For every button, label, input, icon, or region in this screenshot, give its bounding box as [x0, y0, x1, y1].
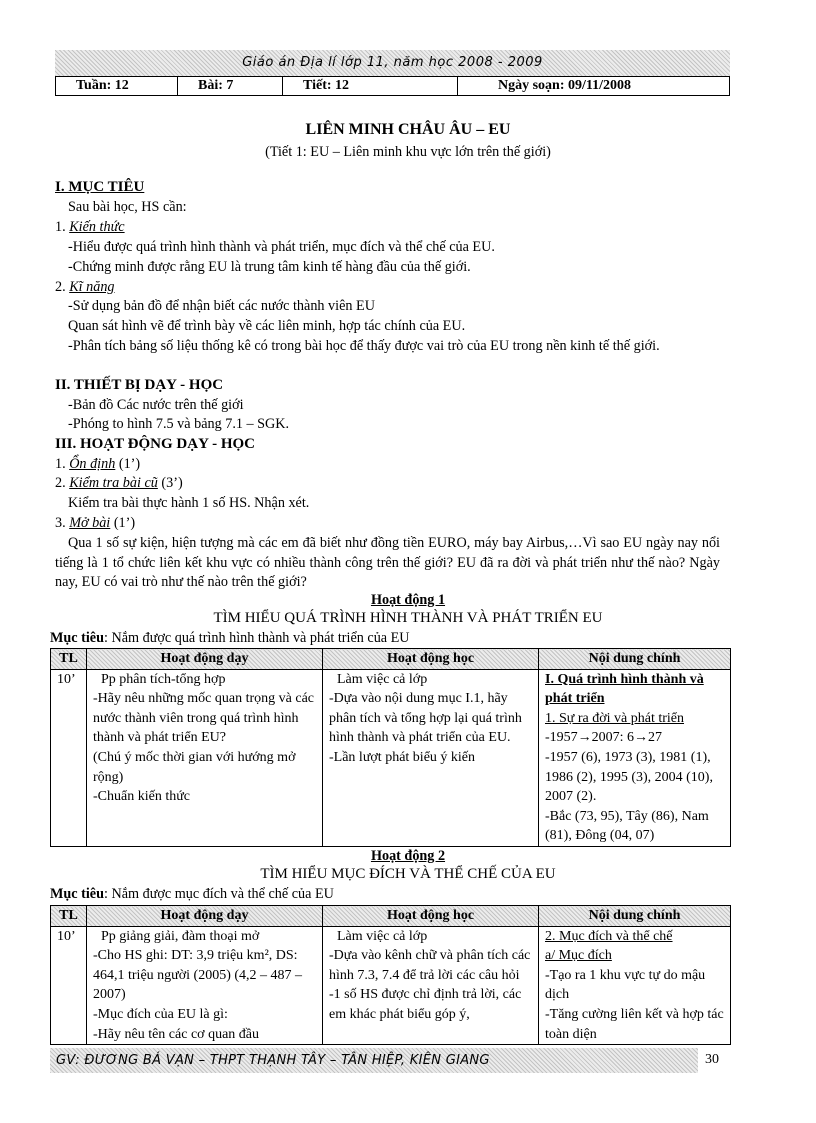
activity-1-label: Hoạt động 1 — [370, 592, 446, 608]
equipment-item-1: -Bản đồ Các nước trên thế giới — [68, 397, 244, 413]
knowledge-heading — [55, 218, 125, 238]
step-2-time: (3’) — [161, 475, 183, 491]
step-2-text: Kiểm tra bài thực hành 1 số HS. Nhận xét. — [68, 495, 310, 511]
activity-2-goal-label: Mục tiêu — [50, 886, 104, 902]
step-1 — [55, 455, 140, 475]
table-row — [51, 669, 731, 846]
teacher-line: -Chuẩn kiến thức — [93, 789, 191, 805]
header-student: Hoạt động học — [323, 649, 539, 670]
teacher-line: Pp giảng giải, đàm thoại mở — [101, 928, 260, 944]
student-line: -Dựa vào kênh chữ và phân tích các hình 7.3, 7.4 để trả lời các câu hỏi — [329, 948, 531, 983]
knowledge-label: Kiến thức — [69, 219, 125, 235]
skills-item-1: -Sử dụng bản đồ để nhận biết các nước thành viên EU — [68, 298, 375, 314]
objectives-heading: I. MỤC TIÊU — [55, 179, 145, 195]
skills-heading — [55, 278, 115, 298]
step-2-label: Kiểm tra bài cũ — [69, 475, 158, 491]
lesson-cell: Bài: 7 — [178, 77, 283, 95]
week-cell: Tuần: 12 — [56, 77, 178, 95]
activity-1-time: 10’ — [51, 669, 87, 846]
header-tl: TL — [51, 649, 87, 670]
activities-heading: III. HOẠT ĐỘNG DẠY - HỌC — [55, 436, 256, 452]
activity-2-content — [539, 926, 731, 1045]
step-3-text: Qua 1 số sự kiện, hiện tượng mà các em đã biết như đồng tiền EURO, máy bay Airbus,…Vì sao EU ngày nay nổi tiếng là 1 tổ chức liên kết khu vực có nhiều thành công trên thế giới? EU đã ra đời và phát triển như thế nào? Ngày nay, EU có vai trò như thế nào trên thế giới? — [55, 535, 720, 591]
teacher-line: Pp phân tích-tổng hợp — [101, 671, 226, 687]
content-subheading: 2. Mục đích và thể chế — [545, 928, 673, 944]
header-student: Hoạt động học — [323, 906, 539, 927]
teacher-line: (Chú ý mốc thời gian với hướng mở rộng) — [93, 749, 296, 785]
teacher-line: -Hãy nêu những mốc quan trọng và các nước thành viên trong quá trình hình thành và phát triển EU? — [93, 691, 315, 746]
teacher-line: -Hãy nêu tên các cơ quan đầu — [93, 1026, 259, 1042]
header-content: Nội dung chính — [539, 649, 731, 670]
content-subheading-2: a/ Mục đích — [545, 948, 612, 964]
skills-number: 2. — [55, 279, 66, 295]
activity-2-label: Hoạt động 2 — [370, 848, 446, 864]
step-1-time: (1’) — [118, 456, 141, 472]
content-line: -Tăng cường liên kết và hợp tác toàn diện — [545, 1006, 724, 1042]
activity-1-goal-text: : Nắm được quá trình hình thành và phát triển của EU — [103, 630, 410, 646]
skills-label: Kĩ năng — [69, 279, 115, 295]
document-header-title: Giáo án Địa lí lớp 11, năm học 2008 - 2009 — [242, 55, 543, 70]
content-line: -Bắc (73, 95), Tây (86), Nam (81), Đông (04, 07) — [545, 808, 709, 844]
activity-1-goal-label: Mục tiêu — [50, 630, 104, 646]
step-1-label: Ổn định — [69, 456, 116, 472]
step-3-time: (1’) — [113, 515, 136, 531]
knowledge-item-1: -Hiểu được quá trình hình thành và phát triển, mục đích và thể chế của EU. — [68, 239, 495, 255]
activity-2-time: 10’ — [51, 926, 87, 1045]
date-cell: Ngày soạn: 09/11/2008 — [498, 78, 632, 93]
activity-1-title: TÌM HIỂU QUÁ TRÌNH HÌNH THÀNH VÀ PHÁT TRIỂN EU — [213, 610, 603, 626]
page-subtitle: (Tiết 1: EU – Liên minh khu vực lớn trên thế giới) — [265, 144, 551, 160]
period-cell: Tiết: 12 — [283, 77, 458, 95]
lesson-info-row — [55, 76, 730, 96]
table-header-row — [51, 906, 731, 927]
page-title: LIÊN MINH CHÂU ÂU – EU — [305, 121, 511, 138]
activity-1-student — [323, 669, 539, 846]
page-number: 30 — [705, 1052, 719, 1067]
footer-band — [50, 1048, 698, 1073]
header-teacher: Hoạt động dạy — [87, 906, 323, 927]
activity-2-goal-text: : Nắm được mục đích và thể chế của EU — [103, 886, 334, 902]
activity-2-title: TÌM HIỂU MỤC ĐÍCH VÀ THỂ CHẾ CỦA EU — [260, 866, 556, 882]
step-2 — [55, 474, 183, 494]
content-line: -1957→2007: 6→27 — [545, 730, 663, 746]
header-teacher: Hoạt động dạy — [87, 649, 323, 670]
content-subheading: 1. Sự ra đời và phát triển — [545, 710, 685, 726]
student-line: Làm việc cả lớp — [337, 928, 428, 944]
step-3-number: 3. — [55, 515, 66, 531]
skills-item-2: Quan sát hình vẽ để trình bày về các liên minh, hợp tác chính của EU. — [68, 318, 466, 334]
header-content: Nội dung chính — [539, 906, 731, 927]
equipment-item-2: -Phóng to hình 7.5 và bảng 7.1 – SGK. — [68, 416, 290, 432]
activity-1-goal — [50, 629, 410, 649]
step-3 — [55, 514, 135, 534]
activity-2-goal — [50, 885, 334, 905]
footer-author: GV: ĐƯƠNG BÁ VẠN – THPT THẠNH TÂY – TÂN HIỆP, KIÊN GIANG — [56, 1053, 490, 1068]
content-line: -1957 (6), 1973 (3), 1981 (1), 1986 (2), 1995 (3), 2004 (10), 2007 (2). — [545, 749, 713, 805]
activity-1-table — [50, 648, 731, 847]
activity-1-content — [539, 669, 731, 846]
activity-1-teacher — [87, 669, 323, 846]
content-heading: I. Quá trình hình thành và phát triển — [545, 671, 704, 707]
student-line: -Dựa vào nội dung mục I.1, hãy phân tích và tổng hợp lại quá trình hình thành và phát triển của EU. — [329, 691, 522, 746]
student-line: Làm việc cả lớp — [337, 671, 428, 687]
step-2-number: 2. — [55, 475, 66, 491]
table-row — [51, 926, 731, 1045]
knowledge-item-2: -Chứng minh được rằng EU là trung tâm kinh tế hàng đầu của thế giới. — [68, 259, 471, 275]
content-line: -Tạo ra 1 khu vực tự do mậu dịch — [545, 967, 706, 1003]
header-tl: TL — [51, 906, 87, 927]
table-header-row — [51, 649, 731, 670]
activity-2-student — [323, 926, 539, 1045]
header-band — [55, 50, 730, 76]
skills-item-3: -Phân tích bảng số liệu thống kê có trong bài học để thấy được vai trò của EU trong nền kinh tế thế giới. — [68, 338, 660, 354]
student-line: -1 số HS được chỉ định trả lời, các em khác phát biểu góp ý, — [329, 987, 522, 1022]
step-3-label: Mở bài — [69, 515, 111, 531]
knowledge-number: 1. — [55, 219, 66, 235]
equipment-heading: II. THIẾT BỊ DẠY - HỌC — [55, 377, 224, 393]
activity-2-teacher — [87, 926, 323, 1045]
activity-2-table — [50, 905, 731, 1045]
teacher-line: -Mục đích của EU là gì: — [93, 1006, 228, 1022]
student-line: -Lần lượt phát biểu ý kiến — [329, 749, 476, 765]
objectives-intro: Sau bài học, HS cần: — [68, 199, 187, 215]
step-1-number: 1. — [55, 456, 66, 472]
teacher-line: -Cho HS ghi: DT: 3,9 triệu km², DS: 464,1 triệu người (2005) (4,2 – 487 – 2007) — [93, 948, 303, 1003]
